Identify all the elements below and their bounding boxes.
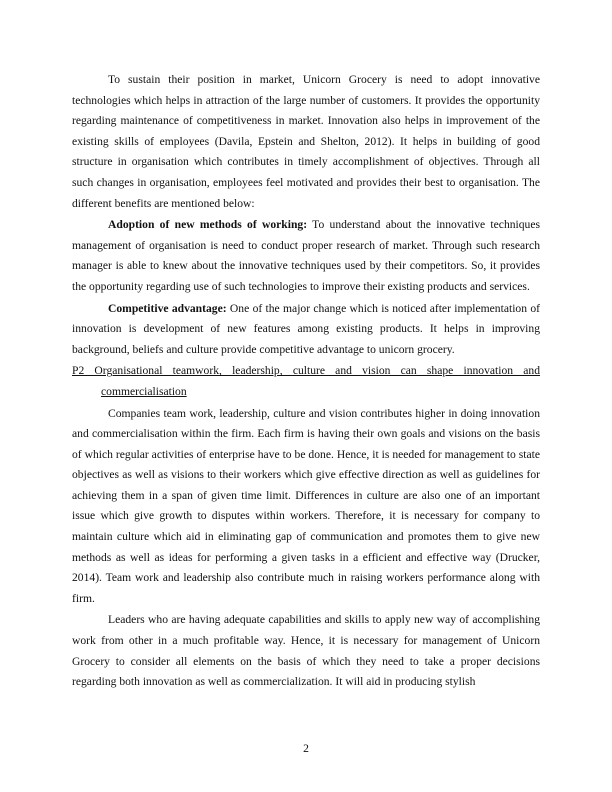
adoption-paragraph xyxy=(72,215,540,297)
teamwork-paragraph-text: Companies team work, leadership, culture and vision contributes higher in doing innovation and commercialisation within the firm. Each firm is having their own goals and visions on the basis of which regular activities of enterprise have to be done. Hence, it is needed for management to state objectives as well as visions to their workers which give effective direction as well as guidelines for achieving them in a span of given time limit. Differences in culture are also one of an important issue which give growth to disputes within workers. Therefore, it is necessary for company to maintain culture which aid in eliminating gap of communication and promotes them to give new methods as well as ideas for performing a given tasks in a efficient and effective way (Drucker, 2014). Team work and leadership also contribute much in raising workers performance along with firm. xyxy=(72,406,540,605)
competitive-paragraph xyxy=(72,299,540,361)
document-body xyxy=(72,70,540,694)
intro-paragraph xyxy=(72,70,540,214)
leaders-paragraph xyxy=(72,610,540,692)
page-number: 2 xyxy=(303,742,309,755)
competitive-label: Competitive advantage: xyxy=(108,301,227,315)
teamwork-paragraph xyxy=(72,404,540,610)
competitive-text: One of the major change which is noticed after implementation of innovation is development of new features among existing products. It helps in improving background, beliefs and culture provide competitive advantage to unicorn grocery. xyxy=(72,301,540,356)
section-heading-p2: P2 Organisational teamwork, leadership, culture and vision can shape innovation and commercialisation xyxy=(72,364,540,398)
leaders-paragraph-text: Leaders who are having adequate capabilities and skills to apply new way of accomplishing work from other in a much profitable way. Hence, it is necessary for management of Unicorn Grocery to consider all elements on the basis of which they need to take a proper decisions regarding both innovation as well as commercialization. It will aid in producing stylish xyxy=(72,613,540,689)
intro-paragraph-text: To sustain their position in market, Unicorn Grocery is need to adopt innovative technologies which helps in attraction of the large number of customers. It provides the opportunity regarding maintenance of competitiveness in market. Innovation also helps in improvement of the existing skills of employees (Davila, Epstein and Shelton, 2012). It helps in building of good structure in organisation which contributes in timely accomplishment of objectives. Through all such changes in organisation, employees feel motivated and provides their best to organisation. The different benefits are mentioned below: xyxy=(72,73,540,210)
adoption-label: Adoption of new methods of working: xyxy=(108,218,308,232)
adoption-text: To understand about the innovative techniques management of organisation is need to conduct proper research of market. Through such research manager is able to knew about the innovative techniques used by their competitors. So, it provides the opportunity regarding use of such technologies to improve their existing products and services. xyxy=(72,218,541,293)
